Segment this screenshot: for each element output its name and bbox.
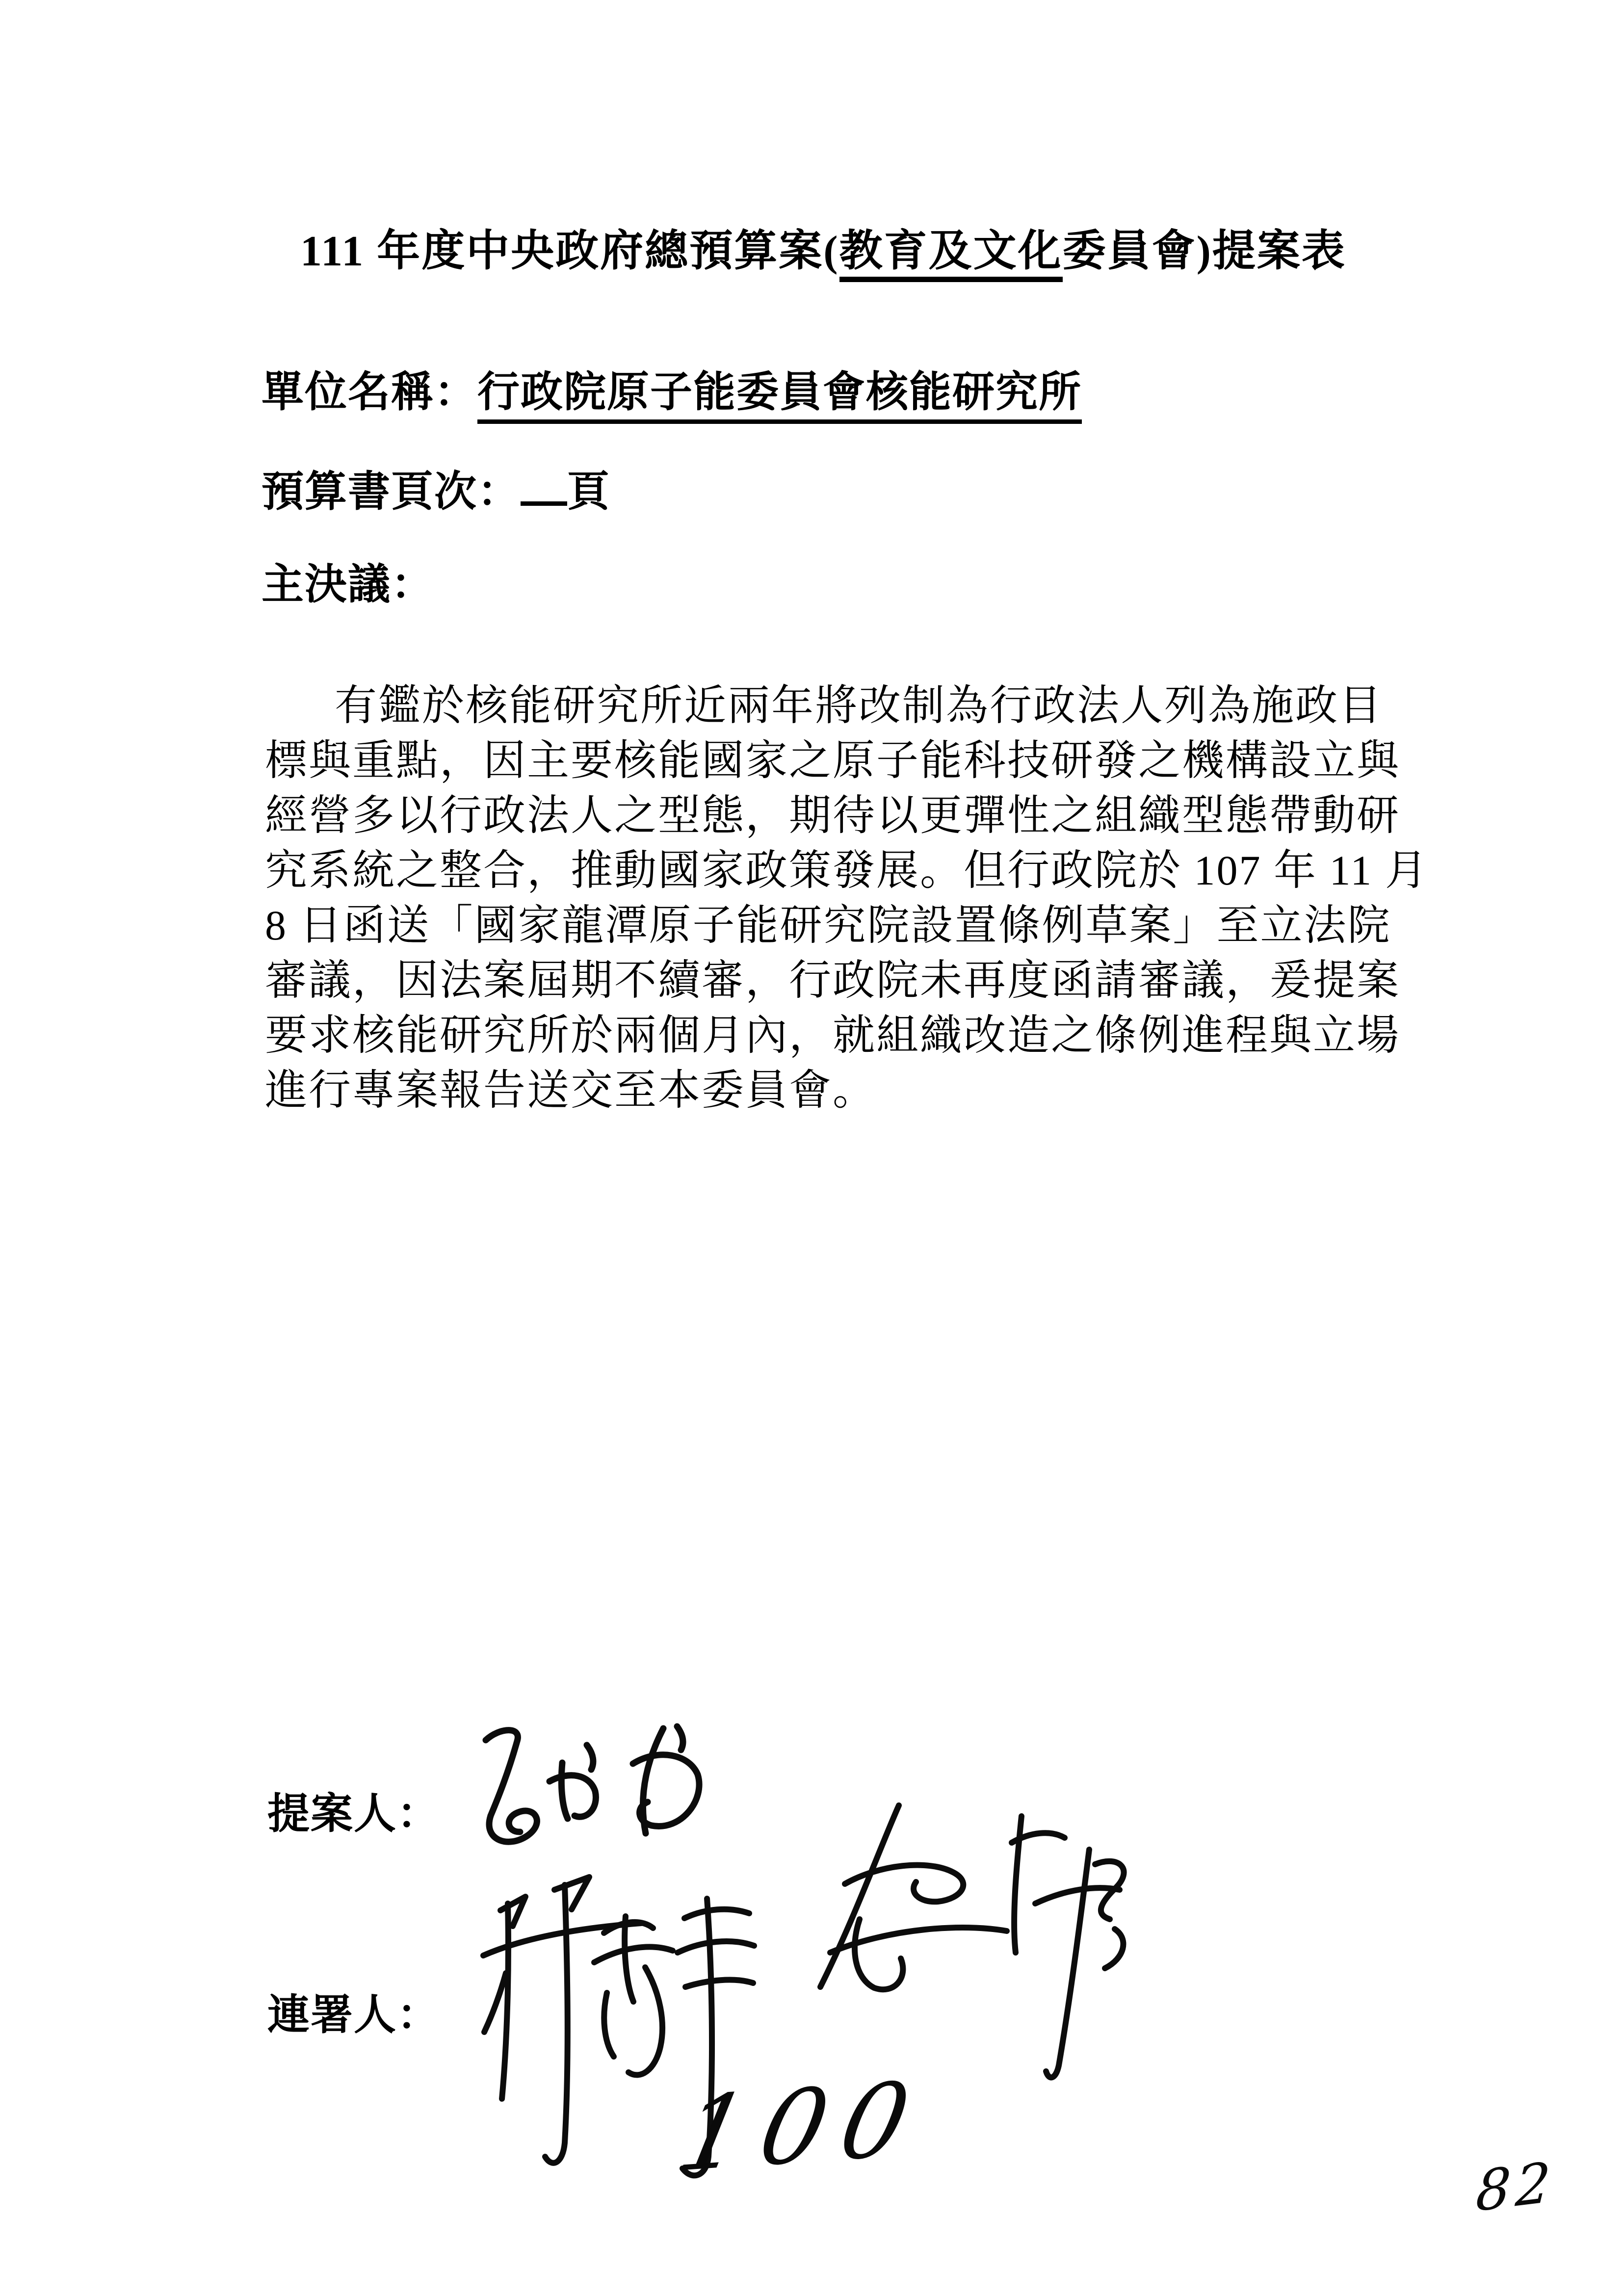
cosigner-signature-2 <box>800 1791 1138 2110</box>
resolution-heading: 主決議： <box>262 561 434 608</box>
budget-page-label: 預算書頁次： <box>262 468 521 515</box>
proposer-signature <box>471 1720 711 1857</box>
page-title-post: 委員會)提案表 <box>1062 228 1346 275</box>
paragraph-line: 有鑑於核能研究所近兩年將改制為行政法人列為施政目 <box>335 682 1383 729</box>
paragraph-line: 要求核能研究所於兩個月內，就組織改造之條例進程與立場 <box>265 1012 1400 1059</box>
budget-page-field <box>262 465 610 516</box>
paragraph-line: 8 日函送「國家龍潭原子能研究院設置條例草案」至立法院 <box>265 902 1391 949</box>
handwritten-page-number: 82 <box>1474 2150 1557 2224</box>
unit-name-value: 行政院原子能委員會核能研究所 <box>477 368 1082 424</box>
paragraph-line: 究系統之整合，推動國家政策發展。但行政院於 107 年 11 月 <box>265 847 1429 894</box>
page-title <box>300 227 1346 276</box>
proposer-label: 提案人： <box>267 1790 440 1837</box>
page-title-underlined-committee: 教育及文化 <box>839 228 1063 282</box>
resolution-paragraph <box>265 678 1442 1118</box>
unit-name-label: 單位名稱： <box>262 368 477 416</box>
paragraph-line: 進行專案報告送交至本委員會。 <box>265 1067 876 1114</box>
handwritten-tally-number: 100 <box>669 2059 936 2195</box>
budget-page-suffix: 頁 <box>567 468 610 515</box>
unit-name-field <box>262 368 1082 417</box>
paragraph-line: 審議，因法案屆期不續審，行政院未再度函請審議，爰提案 <box>265 957 1400 1004</box>
budget-page-blank-line <box>521 465 567 506</box>
cosigner-label: 連署人： <box>267 1991 440 2038</box>
paragraph-line: 經營多以行政法人之型態，期待以更彈性之組織型態帶動研 <box>265 792 1400 839</box>
page-title-pre: 111 年度中央政府總預算案( <box>300 228 839 275</box>
paragraph-line: 標與重點，因主要核能國家之原子能科技研發之機構設立與 <box>265 737 1400 784</box>
